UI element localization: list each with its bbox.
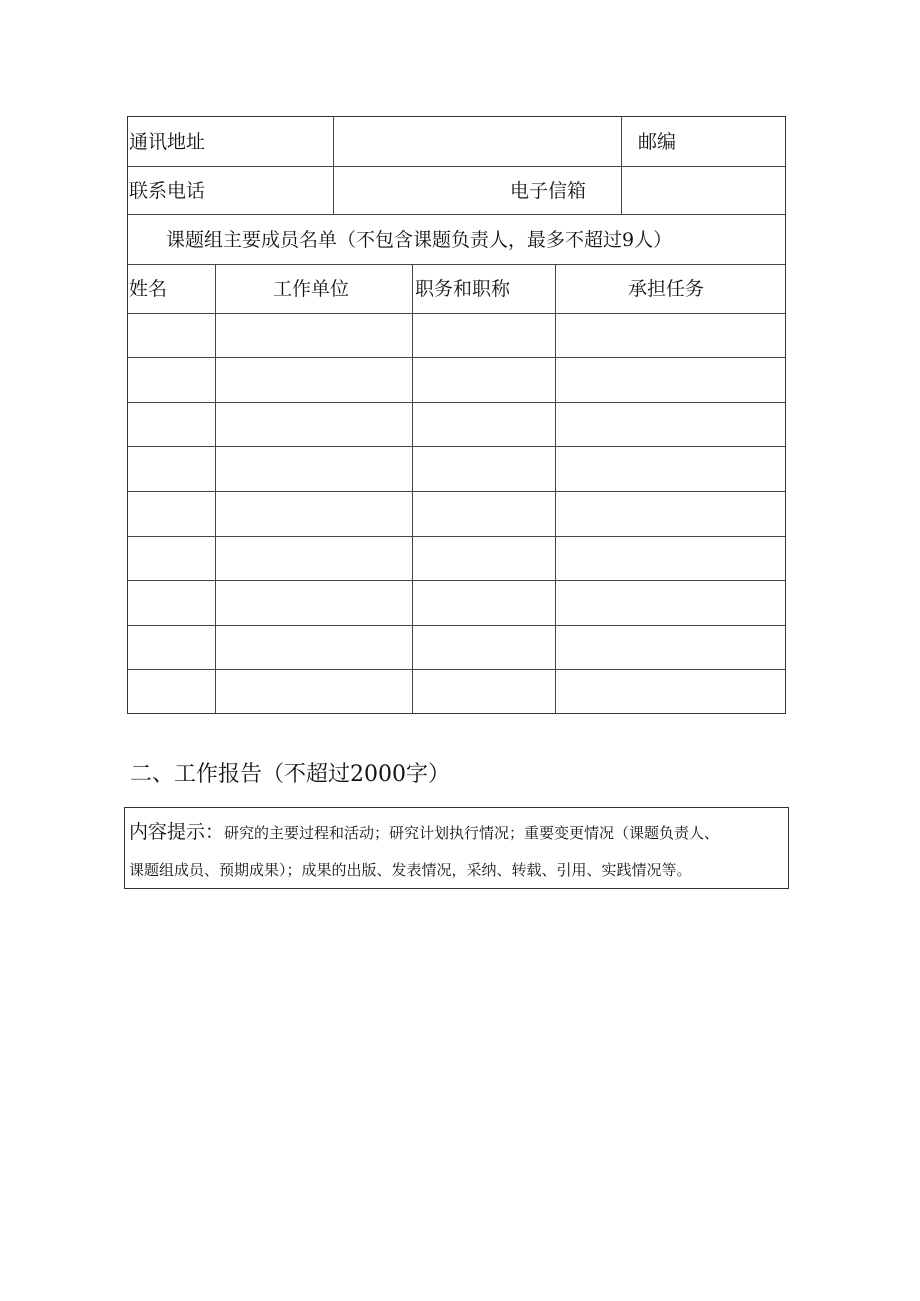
address-label: 通讯地址 xyxy=(129,131,206,153)
col-divider xyxy=(412,264,413,713)
row-divider xyxy=(128,214,785,215)
section-title: 二、工作报告（不超过2000字） xyxy=(130,762,450,787)
row-divider xyxy=(128,491,785,492)
header-name: 姓名 xyxy=(129,278,168,300)
row-divider xyxy=(128,580,785,581)
col-divider xyxy=(555,264,556,713)
col-divider xyxy=(621,117,622,214)
col-divider xyxy=(333,117,334,166)
postcode-label: 邮编 xyxy=(638,131,677,153)
header-position-title: 职务和职称 xyxy=(415,278,511,300)
member-form-table xyxy=(127,116,786,714)
row-divider xyxy=(128,402,785,403)
email-label: 电子信箱 xyxy=(510,180,587,202)
hint-text-1: 研究的主要过程和活动；研究计划执行情况；重要变更情况（课题负责人、 xyxy=(224,824,720,842)
row-divider xyxy=(128,166,785,167)
col-divider xyxy=(215,264,216,713)
report-hint-box xyxy=(124,807,789,889)
row-divider xyxy=(128,625,785,626)
hint-line-2 xyxy=(129,859,692,881)
hint-text-2: 课题组成员、预期成果）；成果的出版、发表情况，采纳、转载、引用、实践情况等。 xyxy=(129,861,692,879)
hint-lead: 内容提示： xyxy=(129,821,225,843)
row-divider xyxy=(128,669,785,670)
row-divider xyxy=(128,536,785,537)
hint-line-1 xyxy=(129,821,719,844)
members-caption: 课题组主要成员名单（不包含课题负责人，最多不超过9人） xyxy=(166,229,673,251)
row-divider xyxy=(128,446,785,447)
row-divider xyxy=(128,357,785,358)
phone-label: 联系电话 xyxy=(129,180,206,202)
row-divider xyxy=(128,264,785,265)
header-work-unit: 工作单位 xyxy=(273,278,350,300)
row-divider xyxy=(128,313,785,314)
col-divider xyxy=(333,166,334,214)
header-task: 承担任务 xyxy=(628,278,705,300)
